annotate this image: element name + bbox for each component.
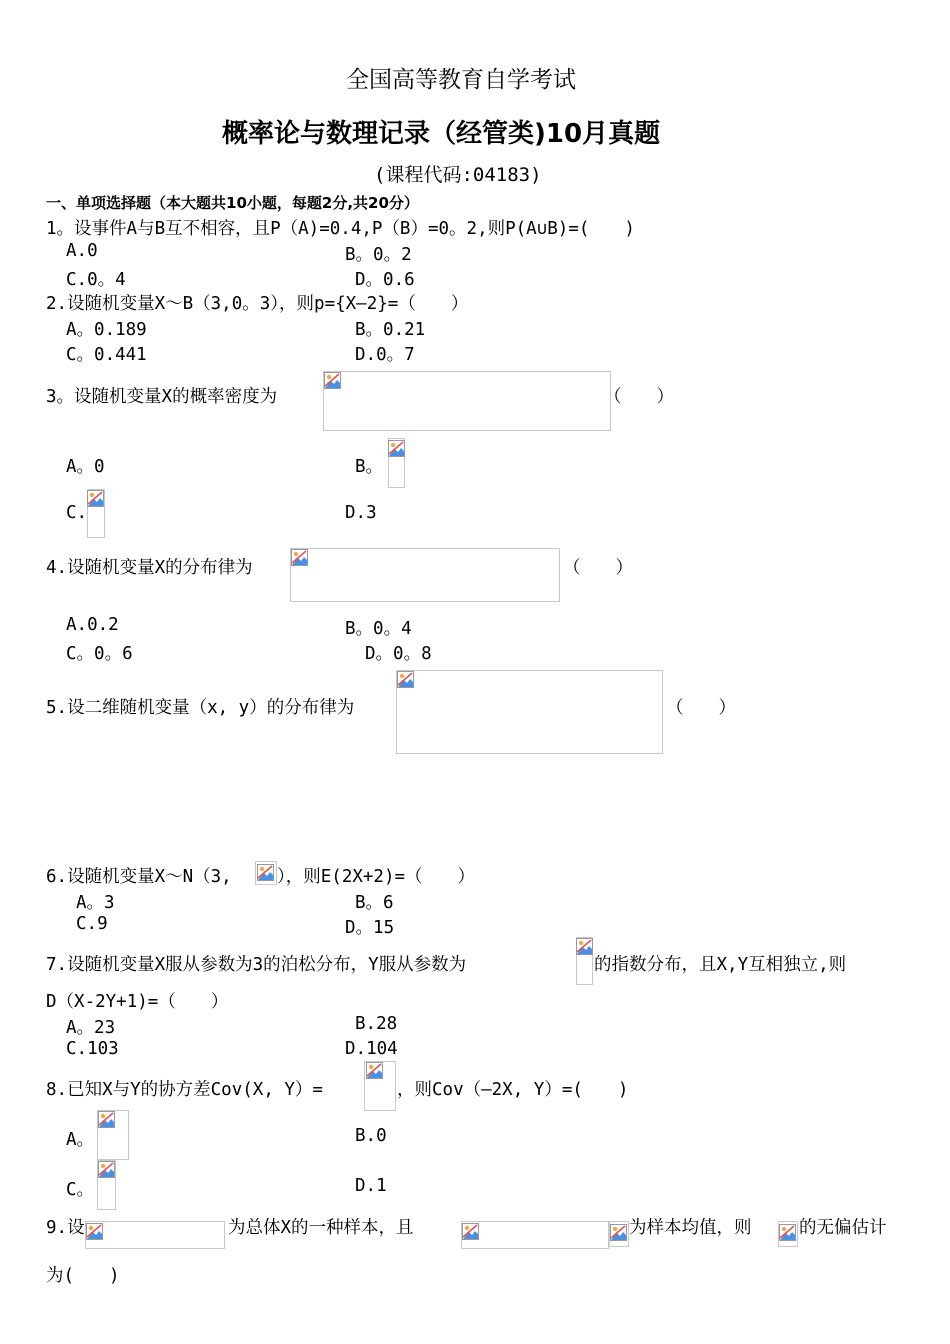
q4-answer-paren: （ ） — [563, 558, 633, 578]
q3-option-c: C. — [66, 503, 88, 523]
broken-image-icon — [324, 372, 341, 389]
q3-option-a: A。0 — [66, 457, 105, 477]
question-8-stem-end: ，则Cov（—2X, Y）=( ) — [397, 1080, 629, 1100]
broken-image-icon — [87, 490, 104, 507]
q8-option-b: B.0 — [355, 1126, 387, 1146]
q9-sample-image — [85, 1221, 225, 1249]
question-7-stem-line2: D（X-2Y+1)=（ ） — [46, 992, 229, 1012]
q8-option-a: A。 — [66, 1130, 95, 1150]
broken-image-icon — [576, 938, 593, 955]
question-8-stem-start: 8.已知X与Y的协方差Cov(X, Y）= — [46, 1080, 323, 1100]
broken-image-icon — [366, 1062, 383, 1079]
q4-distribution-table-image — [290, 548, 560, 602]
q4-option-d: D。0。8 — [365, 644, 432, 664]
broken-image-icon — [610, 1224, 627, 1241]
broken-image-icon — [779, 1224, 796, 1241]
q3-option-b: B。 — [355, 457, 384, 477]
q6-option-d: D。15 — [345, 918, 395, 938]
q3-option-d: D.3 — [345, 503, 377, 523]
question-5-stem: 5.设二维随机变量（x, y）的分布律为 — [46, 698, 355, 718]
broken-image-icon — [462, 1223, 479, 1240]
question-7-stem-end: 的指数分布，且X,Y互相独立,则 — [594, 955, 847, 975]
broken-image-icon — [257, 864, 274, 881]
q4-option-c: C。0。6 — [66, 644, 133, 664]
question-9-stem-mid: 为总体X的一种样本，且 — [228, 1218, 414, 1238]
q8-option-d: D.1 — [355, 1176, 387, 1196]
question-7-stem-start: 7.设随机变量X服从参数为3的泊松分布，Y服从参数为 — [46, 955, 467, 975]
question-4-stem: 4.设随机变量X的分布律为 — [46, 558, 253, 578]
q6-option-c: C.9 — [76, 914, 108, 934]
q1-option-c: C.0。4 — [66, 270, 126, 290]
q2-option-d: D.0。7 — [355, 345, 415, 365]
q2-option-c: C。0.441 — [66, 345, 147, 365]
q7-option-d: D.104 — [345, 1039, 398, 1059]
q2-option-a: A。0.189 — [66, 320, 147, 340]
q9-mean-definition-image — [461, 1221, 609, 1249]
q7-option-b: B.28 — [355, 1014, 398, 1034]
broken-image-icon — [397, 671, 414, 688]
q7-option-a: A。23 — [66, 1018, 116, 1038]
course-code: (课程代码:04183) — [374, 164, 542, 186]
q1-option-d: D。0.6 — [355, 270, 415, 290]
q1-option-a: A.0 — [66, 241, 98, 261]
q8-option-c: C。 — [66, 1180, 95, 1200]
question-9-stem-mid2: 为样本均值，则 — [629, 1218, 752, 1238]
question-6-stem-start: 6.设随机变量X～N（3, — [46, 867, 232, 887]
question-1-stem: 1。设事件A与B互不相容，且P（A)=0.4,P（B）=0。2,则P(A∪B)=( ) — [46, 219, 635, 239]
q2-option-b: B。0.21 — [355, 320, 426, 340]
section-heading: 一、单项选择题（本大题共10小题，每题2分,共20分） — [46, 194, 419, 212]
q5-answer-paren: （ ） — [666, 698, 736, 718]
q7-option-c: C.103 — [66, 1039, 119, 1059]
q4-option-b: B。0。4 — [345, 619, 412, 639]
q6-option-b: B。6 — [355, 893, 394, 913]
document-title: 概率论与数理记录（经管类)10月真题 — [222, 119, 661, 149]
broken-image-icon — [98, 1161, 115, 1178]
broken-image-icon — [86, 1223, 103, 1240]
broken-image-icon — [388, 440, 405, 457]
q5-joint-distribution-image — [396, 670, 663, 754]
broken-image-icon — [291, 549, 308, 566]
question-9-stem-end: 的无偏估计 — [799, 1218, 887, 1238]
question-9-stem-start: 9.设 — [46, 1218, 85, 1238]
question-3-stem: 3。设随机变量X的概率密度为 — [46, 387, 278, 407]
question-2-stem: 2.设随机变量X～B（3,0。3），则p={X—2}=（ ） — [46, 294, 469, 314]
q3-answer-paren: （ ） — [604, 387, 674, 407]
q3-density-formula-image — [323, 371, 611, 431]
broken-image-icon — [98, 1111, 115, 1128]
q6-option-a: A。3 — [76, 893, 115, 913]
question-9-stem-line2: 为( ) — [46, 1266, 120, 1286]
question-6-stem-end: ），则E(2X+2)=（ ） — [277, 867, 476, 887]
exam-heading: 全国高等教育自学考试 — [346, 67, 576, 93]
q1-option-b: B。0。2 — [345, 245, 412, 265]
q4-option-a: A.0.2 — [66, 615, 119, 635]
